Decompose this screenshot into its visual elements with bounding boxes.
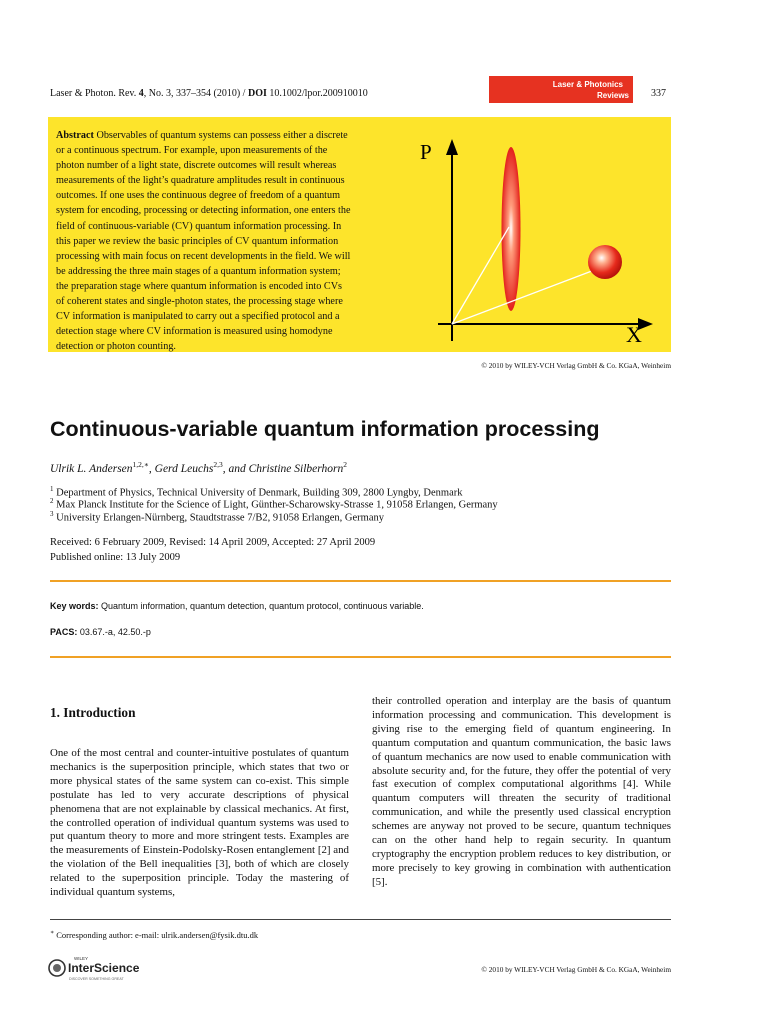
author-2-affil: 2,3 (213, 460, 223, 469)
pacs (50, 627, 151, 637)
affiliation-3-text: University Erlangen-Nürnberg, Staudtstrasse 7/B2, 91058 Erlangen, Germany (53, 512, 384, 524)
pacs-text: 03.67.-a, 42.50.-p (77, 627, 151, 637)
author-1-affil: 1,2,∗ (132, 460, 149, 469)
orange-rule-top (50, 580, 671, 582)
footnote (50, 929, 258, 940)
p-axis-arrow (446, 139, 458, 155)
pacs-label: PACS: (50, 627, 78, 637)
doi-value: 10.1002/lpor.200910010 (266, 88, 368, 99)
logo-main-text: InterScience (68, 961, 140, 975)
running-head-volume: 4 (138, 88, 144, 99)
coherent-state-ball (588, 245, 622, 279)
footnote-mark: ∗ (50, 930, 55, 936)
interscience-logo (48, 954, 168, 984)
author-sep-1: , Gerd Leuchs (148, 462, 214, 475)
running-head-issue: , No. 3, 337–354 (2010) / (143, 88, 248, 99)
affiliation-2-text: Max Planck Institute for the Science of Light, Günther-Scharowsky-Strasse 1, 91058 Erlangen, Germany (53, 499, 498, 511)
affiliation-1-num: 1 (50, 485, 54, 493)
copyright-top: © 2010 by WILEY-VCH Verlag GmbH & Co. KGaA, Weinheim (481, 361, 671, 370)
affiliation-1-text: Department of Physics, Technical University of Denmark, Building 309, 2800 Lyngby, Denmark (53, 487, 463, 499)
author-sep-2: , and Christine Silberhorn (222, 462, 344, 475)
section-heading: 1. Introduction (50, 705, 136, 720)
abstract-body: Observables of quantum systems can possess either a discrete or a continuous spectrum. For example, upon measurements of the photon number of a light state, discrete outcomes will result whereas measurements of the light’s quadrature amplitudes result in continuous outcomes. If one uses the continuous degree of freedom of a quantum system for encoding, processing or detecting information, one enters the field of continuous-variable (CV) quantum information processing. In this paper we review the basic principles of CV quantum information processing with main focus on recent developments in the field. We will be addressing the three main stages of a quantum information system; the preparation stage where quantum information is encoded into CVs of coherent states and single-photon states, the processing stage where CV information is manipulated to carry out a specified protocol and a detection stage where CV information is measured using homodyne detection or photon counting. (56, 130, 351, 353)
doi-label: DOI (247, 88, 267, 99)
affiliation-2-num: 2 (50, 497, 54, 505)
footnote-divider (50, 919, 671, 920)
body-column-right: their controlled operation and interplay are the basis of quantum information processing and communication. This development is giving rise to the emerging field of quantum engineering. In quantum computation and quantum communication, the basic laws of quantum mechanics are now used to enable communication with absolute security and, for the future, they offer the potential of very fast execution of complex computational algorithms [4]. While quantum computers will threaten the security of traditional communication, and while the presently used classical encryption schemes are anyway not proved to be secure, quantum techniques can on the other hand help to regain security. In quantum cryptography the encryption problem reduces to key distribution, or more precisely to key growing in combination with authentication [5]. (372, 695, 671, 888)
running-head-prefix: Laser & Photon. Rev. (50, 88, 139, 99)
journal-name-line2: Reviews (596, 91, 629, 100)
author-1: Ulrik L. Andersen (50, 462, 133, 475)
published-date: Published online: 13 July 2009 (50, 552, 181, 563)
affiliation-3 (50, 510, 384, 524)
abstract-text (56, 128, 353, 354)
vector-to-squeezed (452, 227, 509, 324)
footnote-text: Corresponding author: e-mail: ulrik.andersen@fysik.dtu.dk (54, 929, 259, 940)
author-list (50, 460, 347, 475)
author-3-affil: 2 (343, 460, 347, 469)
journal-name-line1: Laser & Photonics (552, 80, 623, 89)
keywords-label: Key words: (50, 601, 99, 611)
paper-title: Continuous-variable quantum information processing (50, 417, 600, 441)
x-axis-label: X (626, 322, 642, 347)
orange-rule-bottom (50, 656, 671, 658)
page-number: 337 (651, 88, 666, 99)
received-dates: Received: 6 February 2009, Revised: 14 April 2009, Accepted: 27 April 2009 (50, 537, 376, 548)
logo-dot (53, 964, 61, 972)
keywords (50, 601, 424, 611)
copyright-bottom: © 2010 by WILEY-VCH Verlag GmbH & Co. KGaA, Weinheim (481, 965, 671, 974)
logo-tagline: DISCOVER SOMETHING GREAT (69, 977, 124, 981)
body-column-left: One of the most central and counter-intuitive postulates of quantum mechanics is the superposition principle, which states that two or more physical states of the same system can co-exist. This simple postulate has led to very accurate descriptions of physical phenomena that are not explainable by classical mechanics. At first, the controlled operation of individual quantum systems was used to put quantum theory to more and more stringent tests. Examples are the measurements of Einstein-Podolsky-Rosen entanglement [2] and the violation of the Bell inequalities [3], both of which are closely related to the superposition principle. Today the mastering of individual quantum systems, (50, 747, 349, 899)
phase-space-figure (410, 129, 660, 347)
squeezed-state-ellipse (502, 147, 521, 311)
dates (50, 535, 375, 565)
running-head (50, 88, 368, 99)
affiliation-3-num: 3 (50, 510, 54, 518)
abstract-box (48, 117, 671, 352)
keywords-text: Quantum information, quantum detection, quantum protocol, continuous variable. (98, 601, 424, 611)
abstract-label: Abstract (56, 130, 94, 141)
affiliation-2 (50, 497, 498, 511)
journal-badge (489, 76, 633, 103)
logo-small-text: WILEY (74, 956, 89, 961)
vector-to-coherent (452, 266, 605, 324)
p-axis-label: P (420, 140, 432, 164)
